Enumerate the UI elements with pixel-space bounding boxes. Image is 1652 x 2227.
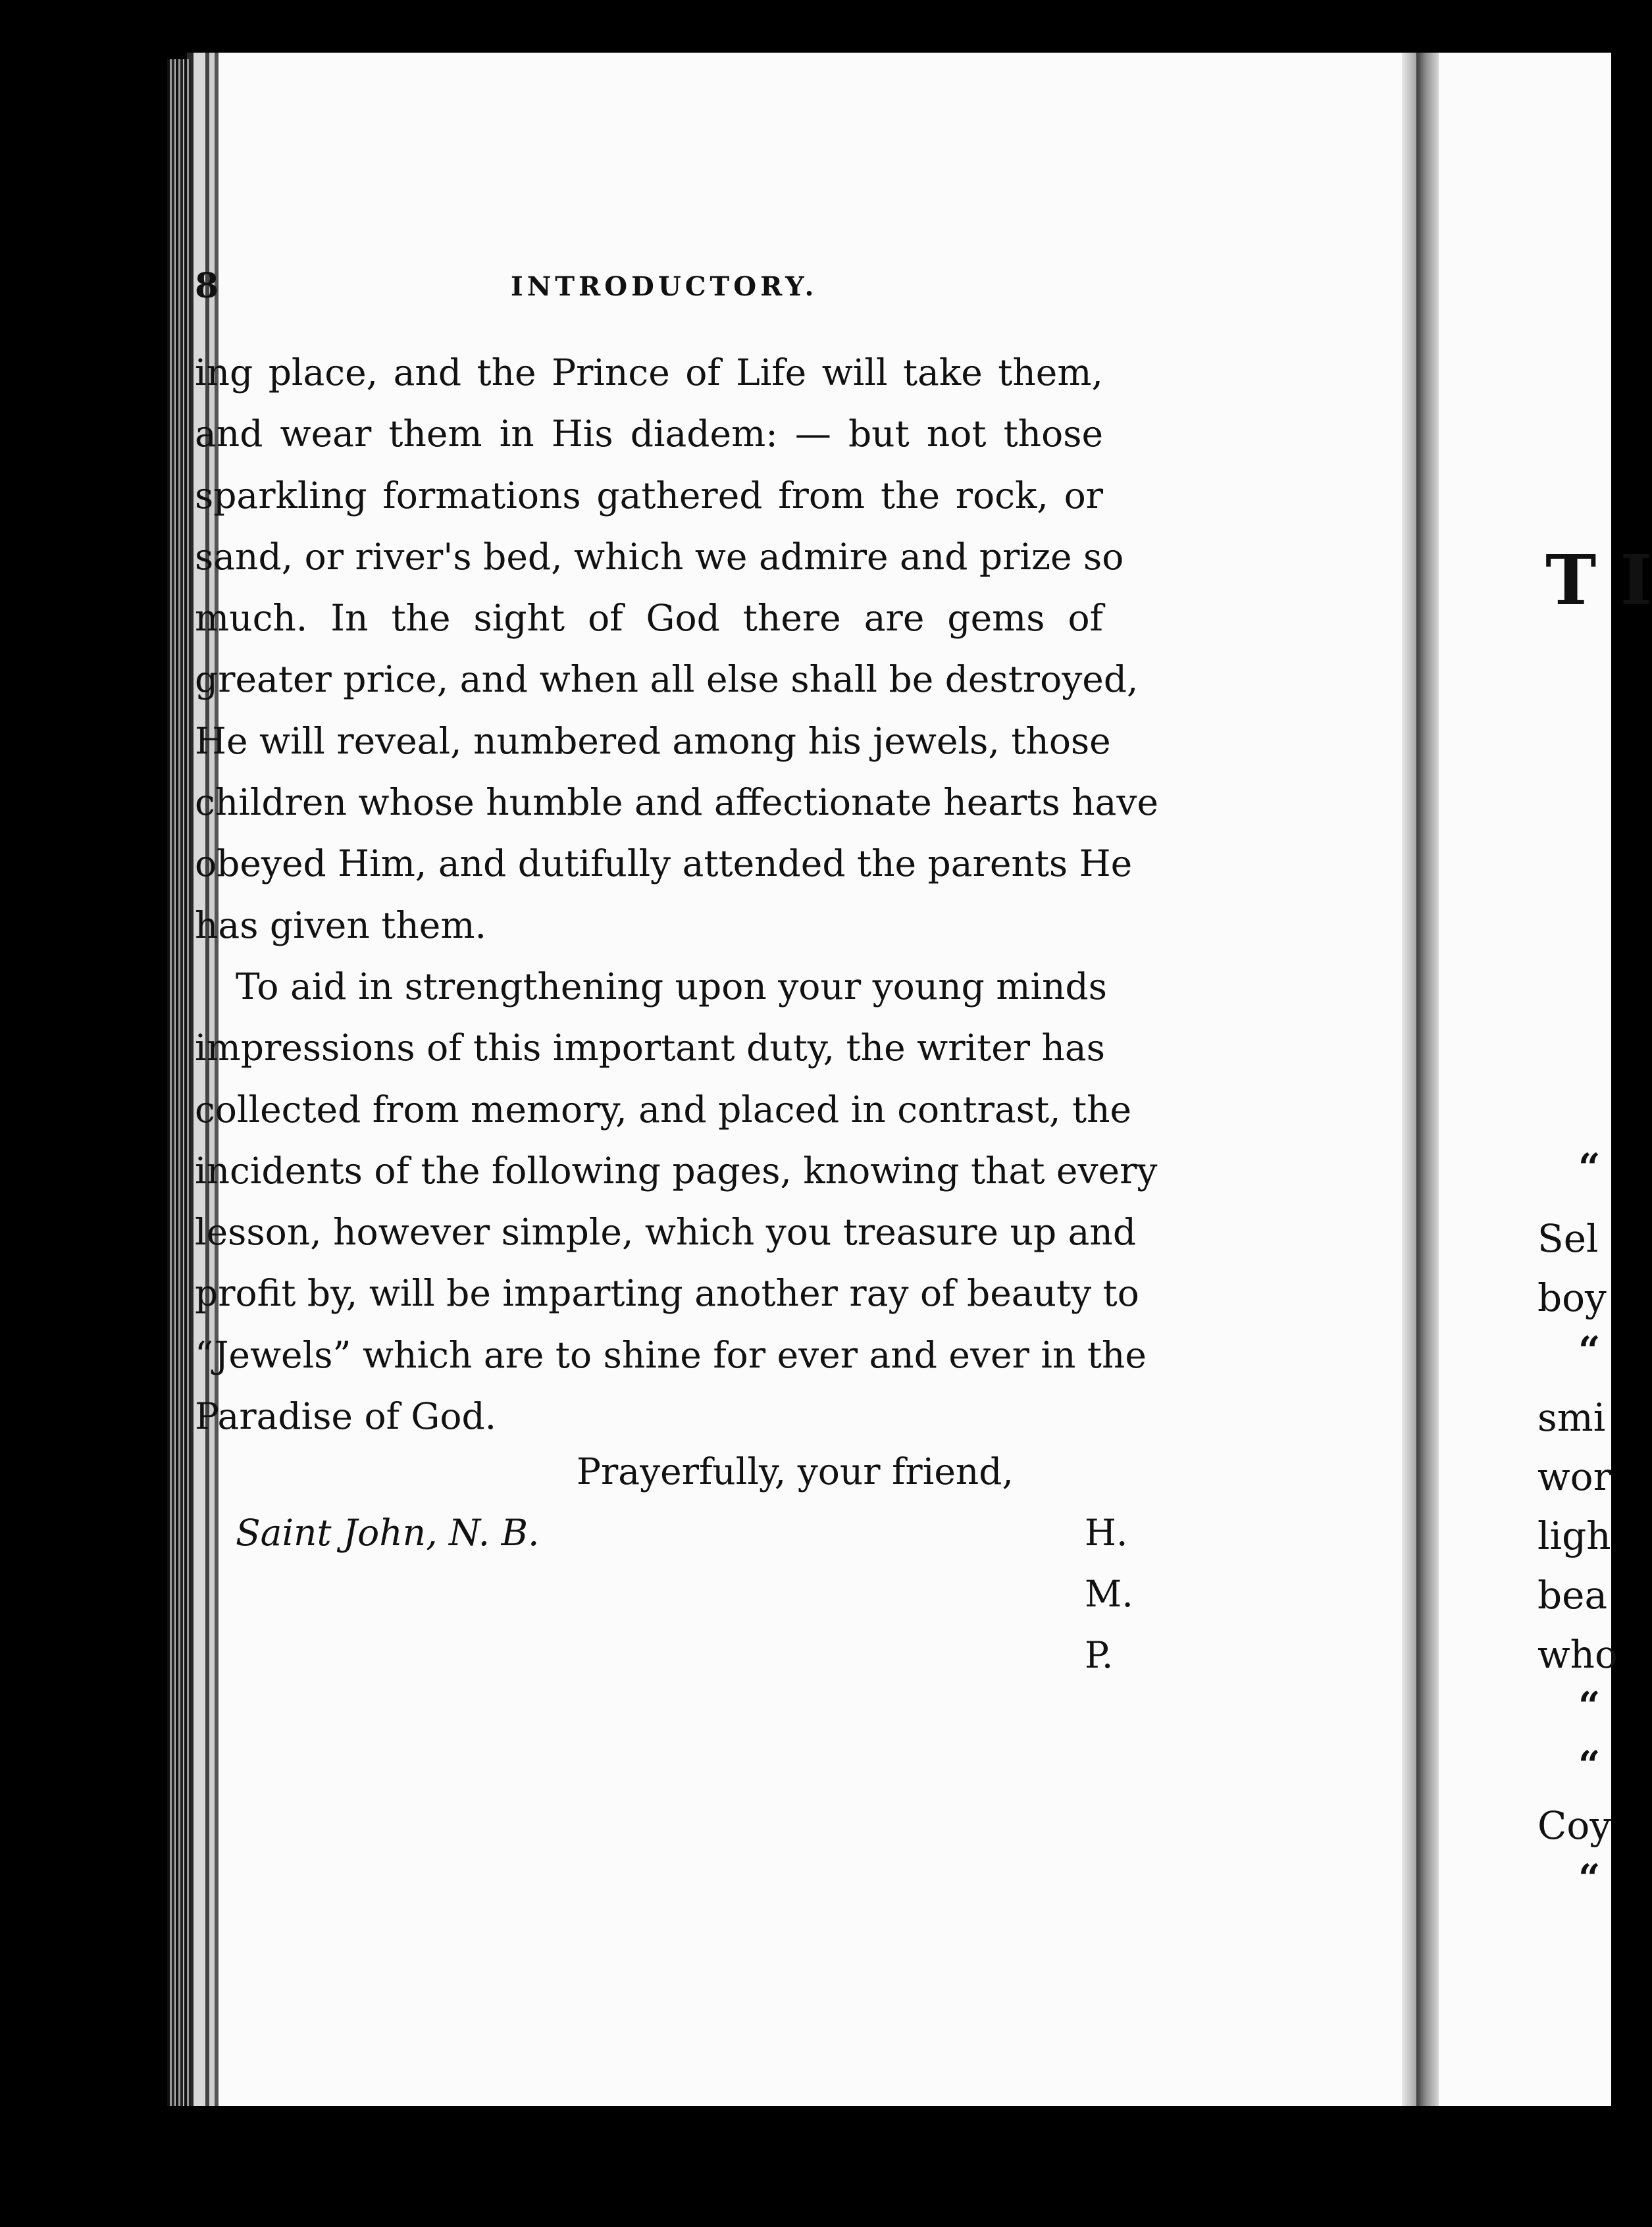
right-page-line: “ [1578,1683,1601,1728]
text-line: ing place, and the Prince of Life will take them, [195,351,1103,394]
right-page-line: “ [1578,1856,1601,1901]
page-number: 8 [195,266,219,306]
place-name: Saint John, N. B. [236,1512,540,1554]
right-page-line: Sel [1537,1216,1599,1261]
right-page [1416,53,1652,2106]
running-head [195,266,1024,319]
text-line: “Jewels” which are to shine for ever and ever in the [195,1333,1147,1376]
right-page-line: Coy [1537,1803,1612,1848]
text-line: greater price, and when all else shall be destroyed, [195,658,1139,701]
text-line: lesson, however simple, which you treasure up and [195,1211,1137,1254]
page-edges [167,59,191,2106]
text-line: collected from memory, and placed in contrast, the [195,1088,1132,1131]
signoff [195,1441,1133,1676]
closing-line: Prayerfully, your friend, [577,1450,1014,1493]
text-line: has given them. [195,904,486,946]
running-title: INTRODUCTORY. [511,271,818,302]
right-page-line: smi [1537,1395,1606,1440]
right-page-title-fragment: T I [1545,540,1652,621]
text-line: sparkling formations gathered from the rock, or [195,474,1103,517]
right-page-line: “ [1578,1743,1601,1787]
right-page-line: who [1537,1632,1618,1677]
text-line: children whose humble and affectionate hearts have [195,781,1159,824]
text-line: and wear them in His diadem: — but not those [195,413,1103,455]
signature-row [195,1502,1133,1676]
right-page-line: “ [1578,1328,1601,1373]
text-line: sand, or river's bed, which we admire and prize so [195,535,1124,578]
right-page-line: “ [1578,1145,1601,1190]
body-text [195,342,1159,1447]
right-page-line: boy [1537,1275,1607,1320]
right-page-line: ligh [1537,1514,1611,1558]
right-page-line: wor [1537,1454,1612,1499]
text-line: profit by, will be imparting another ray of beauty to [195,1272,1139,1315]
gutter-shadow [1416,53,1439,2106]
author-initials: H. M. P. [1085,1512,1133,1676]
text-line: much. In the sight of God there are gems of [195,597,1103,640]
text-line: He will reveal, numbered among his jewels, those [195,719,1111,762]
text-line: impressions of this important duty, the writer has [195,1027,1105,1069]
text-line: Paradise of God. [195,1395,497,1438]
text-line: incidents of the following pages, knowing that every [195,1149,1158,1192]
text-line: obeyed Him, and dutifully attended the parents He [195,842,1133,885]
text-line: To aid in strengthening upon your young minds [236,965,1107,1008]
right-page-line: bea [1537,1573,1608,1618]
